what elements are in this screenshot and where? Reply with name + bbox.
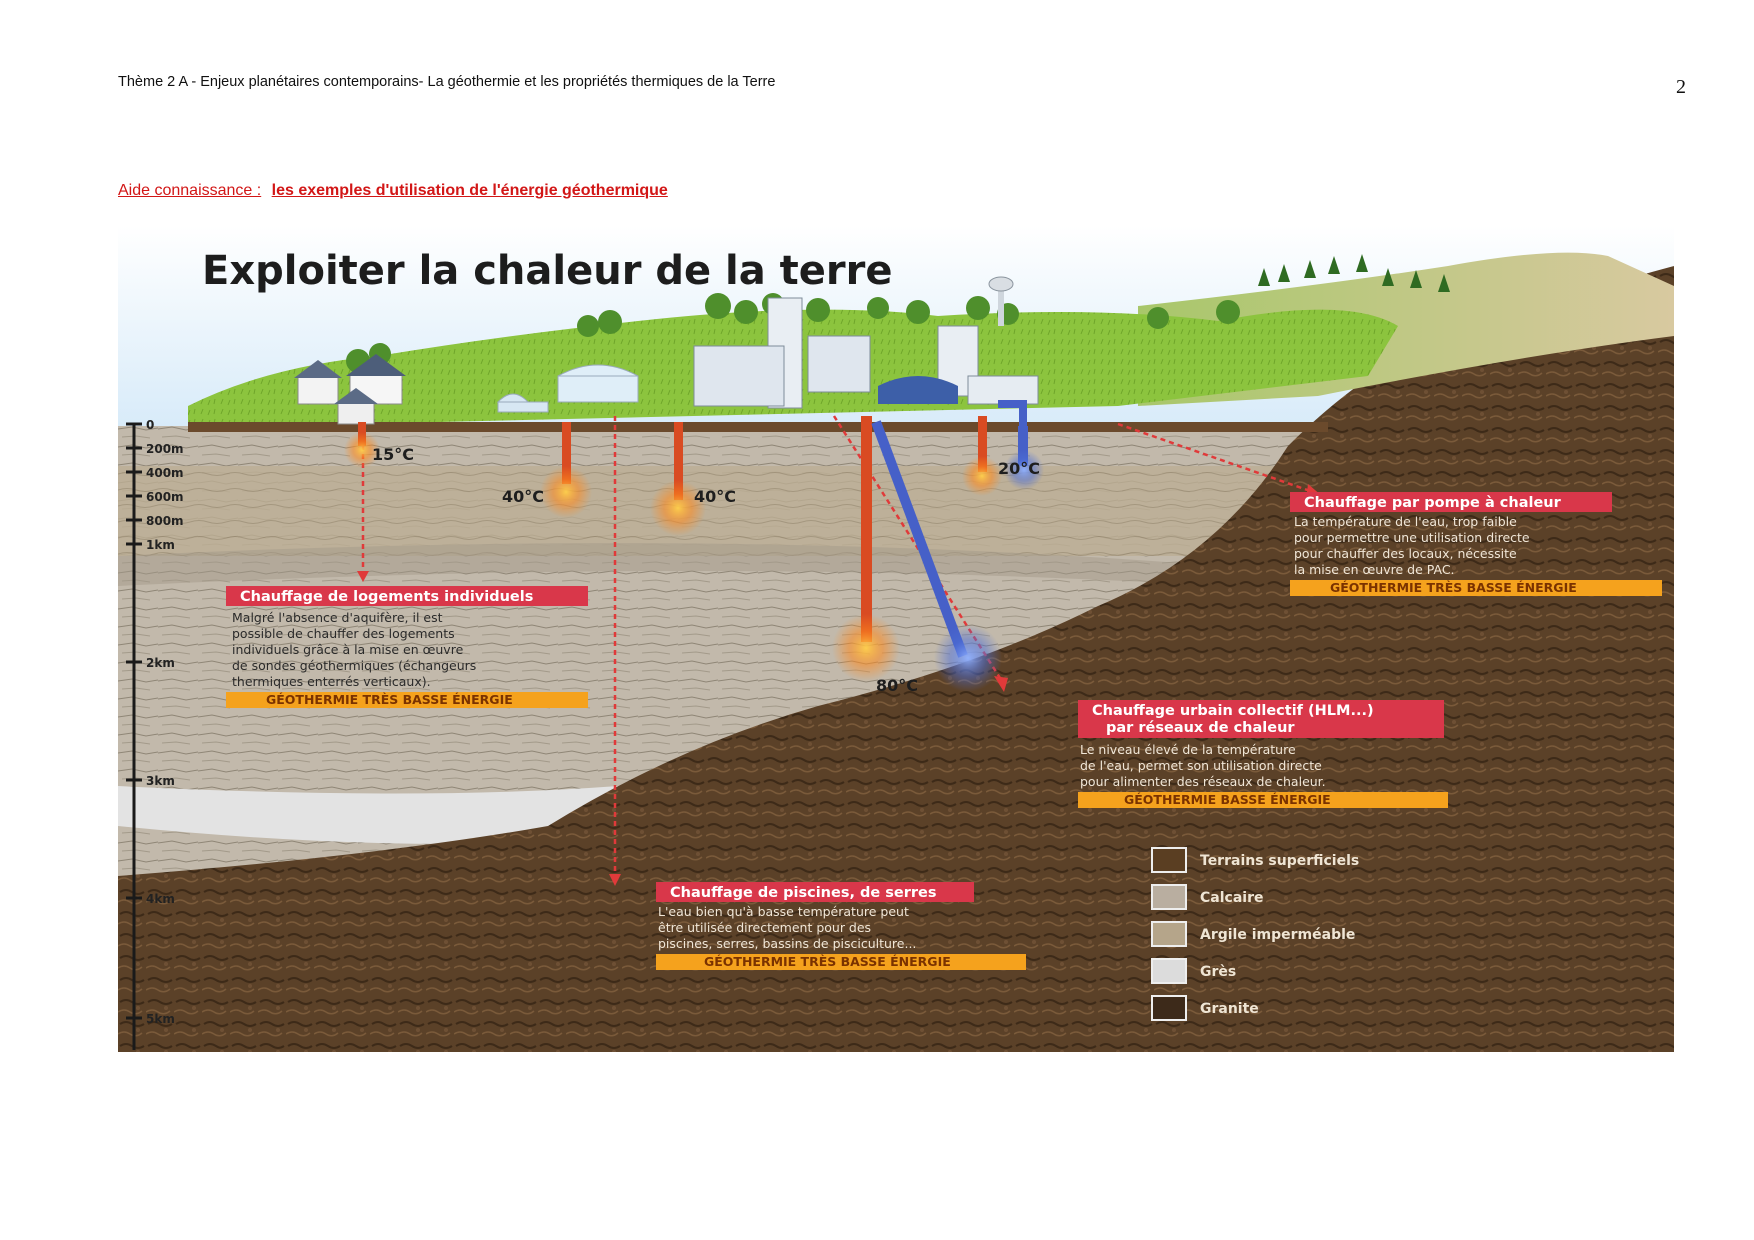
depth-label: 3km xyxy=(146,774,175,788)
figure-title: Exploiter la chaleur de la terre xyxy=(202,248,893,294)
depth-label: 5km xyxy=(146,1012,175,1026)
box-urbain-line: de l'eau, permet son utilisation directe xyxy=(1080,758,1322,773)
legend-swatch xyxy=(1152,885,1186,909)
box-urbain-line: Le niveau élevé de la température xyxy=(1080,742,1296,757)
depth-label: 0 xyxy=(146,418,155,432)
legend-swatch xyxy=(1152,922,1186,946)
temp-20: 20°C xyxy=(998,459,1041,478)
box-logements-line: de sondes géothermiques (échangeurs xyxy=(232,658,477,673)
depth-label: 4km xyxy=(146,892,175,906)
aide-subject: les exemples d'utilisation de l'énergie géothermique xyxy=(271,182,668,199)
geothermal-figure xyxy=(118,226,1674,1052)
legend-swatch xyxy=(1152,959,1186,983)
box-urbain-energy: GÉOTHERMIE BASSE ÉNERGIE xyxy=(1124,792,1331,807)
box-pompe-line: La température de l'eau, trop faible xyxy=(1294,514,1517,529)
depth-label: 2km xyxy=(146,656,175,670)
box-pompe-energy: GÉOTHERMIE TRÈS BASSE ÉNERGIE xyxy=(1330,580,1577,595)
box-logements-title: Chauffage de logements individuels xyxy=(240,589,534,605)
temp-40-a: 40°C xyxy=(502,487,545,506)
depth-label: 1km xyxy=(146,538,175,552)
legend-label: Terrains superficiels xyxy=(1200,853,1360,869)
box-piscines-line: piscines, serres, bassins de pisciculture... xyxy=(658,936,917,951)
page-number: 2 xyxy=(1676,76,1686,98)
legend-swatch xyxy=(1152,996,1186,1020)
box-pompe-line: la mise en œuvre de PAC. xyxy=(1294,562,1455,577)
temp-40-b: 40°C xyxy=(694,487,737,506)
depth-label: 800m xyxy=(146,514,184,528)
box-pompe-line: pour permettre une utilisation directe xyxy=(1294,530,1530,545)
aide-connaissance xyxy=(118,182,668,200)
depth-label: 400m xyxy=(146,466,184,480)
legend-label: Argile imperméable xyxy=(1200,927,1356,943)
box-piscines-energy: GÉOTHERMIE TRÈS BASSE ÉNERGIE xyxy=(704,954,951,969)
legend-label: Grès xyxy=(1200,964,1237,980)
box-piscines-title: Chauffage de piscines, de serres xyxy=(670,885,937,901)
legend-label: Calcaire xyxy=(1200,890,1264,906)
aide-label: Aide connaissance : xyxy=(118,182,262,199)
box-urbain-title-line: par réseaux de chaleur xyxy=(1106,720,1295,736)
box-pompe-title: Chauffage par pompe à chaleur xyxy=(1304,495,1561,511)
legend-swatch xyxy=(1152,848,1186,872)
box-pompe-line: pour chauffer des locaux, nécessite xyxy=(1294,546,1517,561)
legend-label: Granite xyxy=(1200,1001,1259,1017)
box-logements-line: Malgré l'absence d'aquifère, il est xyxy=(232,610,443,625)
depth-label: 200m xyxy=(146,442,184,456)
box-logements-energy: GÉOTHERMIE TRÈS BASSE ÉNERGIE xyxy=(266,692,513,707)
box-logements-line: thermiques enterrés verticaux). xyxy=(232,674,431,689)
box-logements-line: individuels grâce à la mise en œuvre xyxy=(232,642,464,657)
temp-15: 15°C xyxy=(372,445,415,464)
box-urbain-line: pour alimenter des réseaux de chaleur. xyxy=(1080,774,1326,789)
box-logements-line: possible de chauffer des logements xyxy=(232,626,455,641)
depth-label: 600m xyxy=(146,490,184,504)
temp-80: 80°C xyxy=(876,676,919,695)
box-urbain-title-line: Chauffage urbain collectif (HLM...) xyxy=(1092,703,1374,719)
box-piscines-line: être utilisée directement pour des xyxy=(658,920,872,935)
document-header: Thème 2 A - Enjeux planétaires contemporains- La géothermie et les propriétés thermiques de la Terre xyxy=(118,74,776,90)
box-piscines-line: L'eau bien qu'à basse température peut xyxy=(658,904,909,919)
